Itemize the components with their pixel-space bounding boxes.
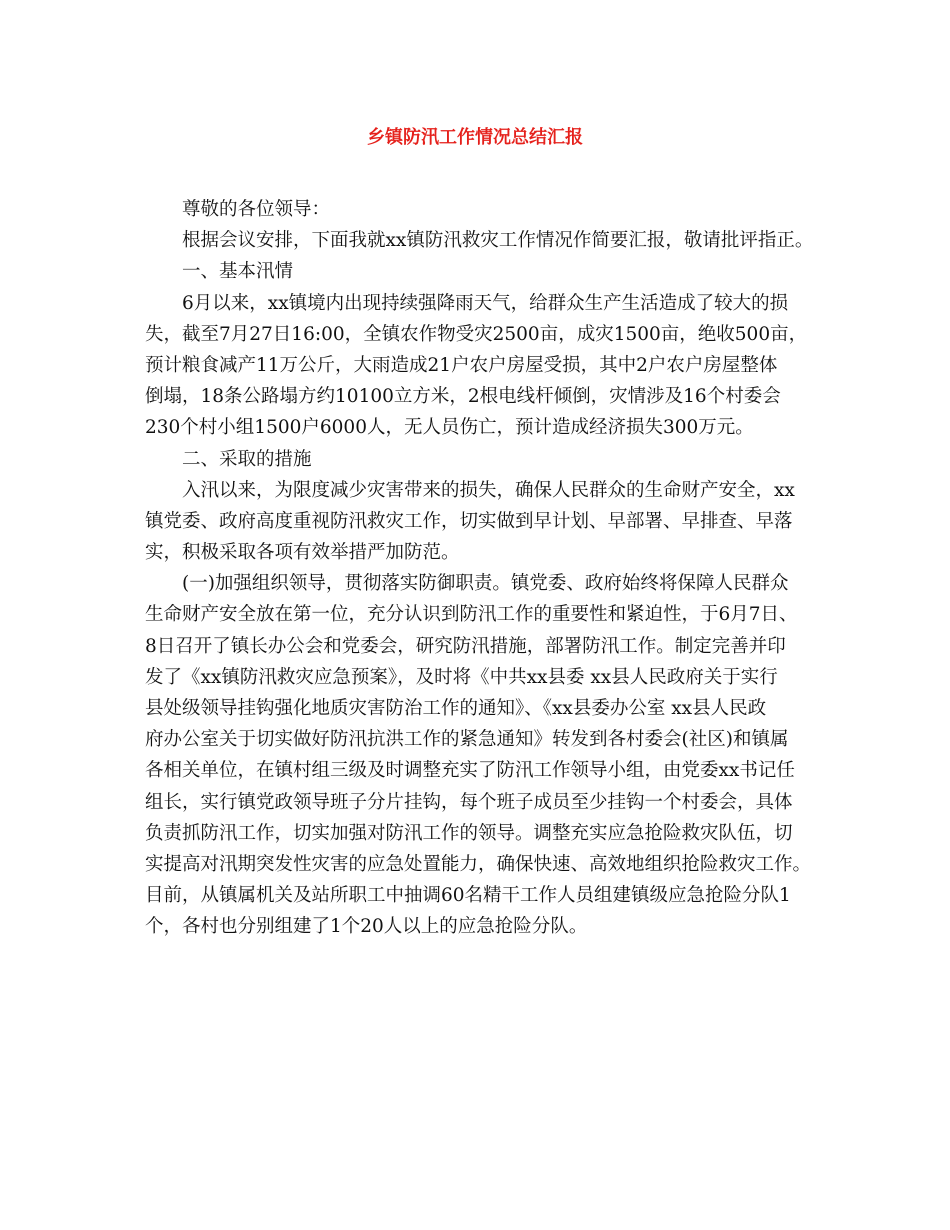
body-line: 6月以来，xx镇境内出现持续强降雨天气，给群众生产生活造成了较大的损 xyxy=(182,292,789,314)
body-line: 生命财产安全放在第一位，充分认识到防汛工作的重要性和紧迫性，于6月7日、 xyxy=(145,604,798,626)
body-line: 根据会议安排，下面我就xx镇防汛救灾工作情况作简要汇报，敬请批评指正。 xyxy=(182,230,814,252)
document-body xyxy=(145,194,825,943)
body-line: 预计粮食减产11万公斤，大雨造成21户农户房屋受损，其中2户农户房屋整体 xyxy=(145,354,778,376)
body-line: 各相关单位，在镇村组三级及时调整充实了防汛工作领导小组，由党委xx书记任 xyxy=(145,760,795,782)
body-line: 目前，从镇属机关及站所职工中抽调60名精干工作人员组建镇级应急抢险分队1 xyxy=(145,885,791,907)
body-line: 组长，实行镇党政领导班子分片挂钩，每个班子成员至少挂钩一个村委会，具体 xyxy=(145,791,793,813)
body-line: 230个村小组1500户6000人，无人员伤亡，预计造成经济损失300万元。 xyxy=(145,417,754,439)
body-line: 一、基本汛情 xyxy=(182,261,294,283)
body-line: (一)加强组织领导，贯彻落实防御职责。镇党委、政府始终将保障人民群众 xyxy=(182,573,789,595)
body-line: 失，截至7月27日16:00，全镇农作物受灾2500亩，成灾1500亩，绝收500亩， xyxy=(145,323,808,345)
body-line: 8日召开了镇长办公会和党委会，研究防汛措施，部署防汛工作。制定完善并印 xyxy=(145,635,786,657)
body-line: 县处级领导挂钩强化地质灾害防治工作的通知》、《xx县委办公室 xx县人民政 xyxy=(145,698,767,719)
body-line: 实提高对汛期突发性灾害的应急处置能力，确保快速、高效地组织抢险救灾工作。 xyxy=(145,853,812,875)
document-title: 乡镇防汛工作情况总结汇报 xyxy=(367,127,583,148)
body-line: 入汛以来，为限度减少灾害带来的损失，确保人民群众的生命财产安全，xx xyxy=(182,479,795,501)
body-line: 镇党委、政府高度重视防汛救灾工作，切实做到早计划、早部署、早排查、早落 xyxy=(145,510,793,532)
body-line: 负责抓防汛工作，切实加强对防汛工作的领导。调整充实应急抢险救灾队伍，切 xyxy=(145,822,793,844)
body-line: 个，各村也分别组建了1个20人以上的应急抢险分队。 xyxy=(145,916,588,938)
body-line: 发了《xx镇防汛救灾应急预案》，及时将《中共xx县委 xx县人民政府关于实行 xyxy=(145,666,778,688)
body-line: 实，积极采取各项有效举措严加防范。 xyxy=(145,542,460,564)
body-line: 尊敬的各位领导： xyxy=(182,199,331,220)
body-line: 二、采取的措施 xyxy=(182,448,312,470)
body-line: 府办公室关于切实做好防汛抗洪工作的紧急通知》转发到各村委会(社区)和镇属 xyxy=(145,729,789,751)
body-line: 倒塌，18条公路塌方约10100立方米，2根电线杆倾倒，灾情涉及16个村委会 xyxy=(145,386,781,408)
